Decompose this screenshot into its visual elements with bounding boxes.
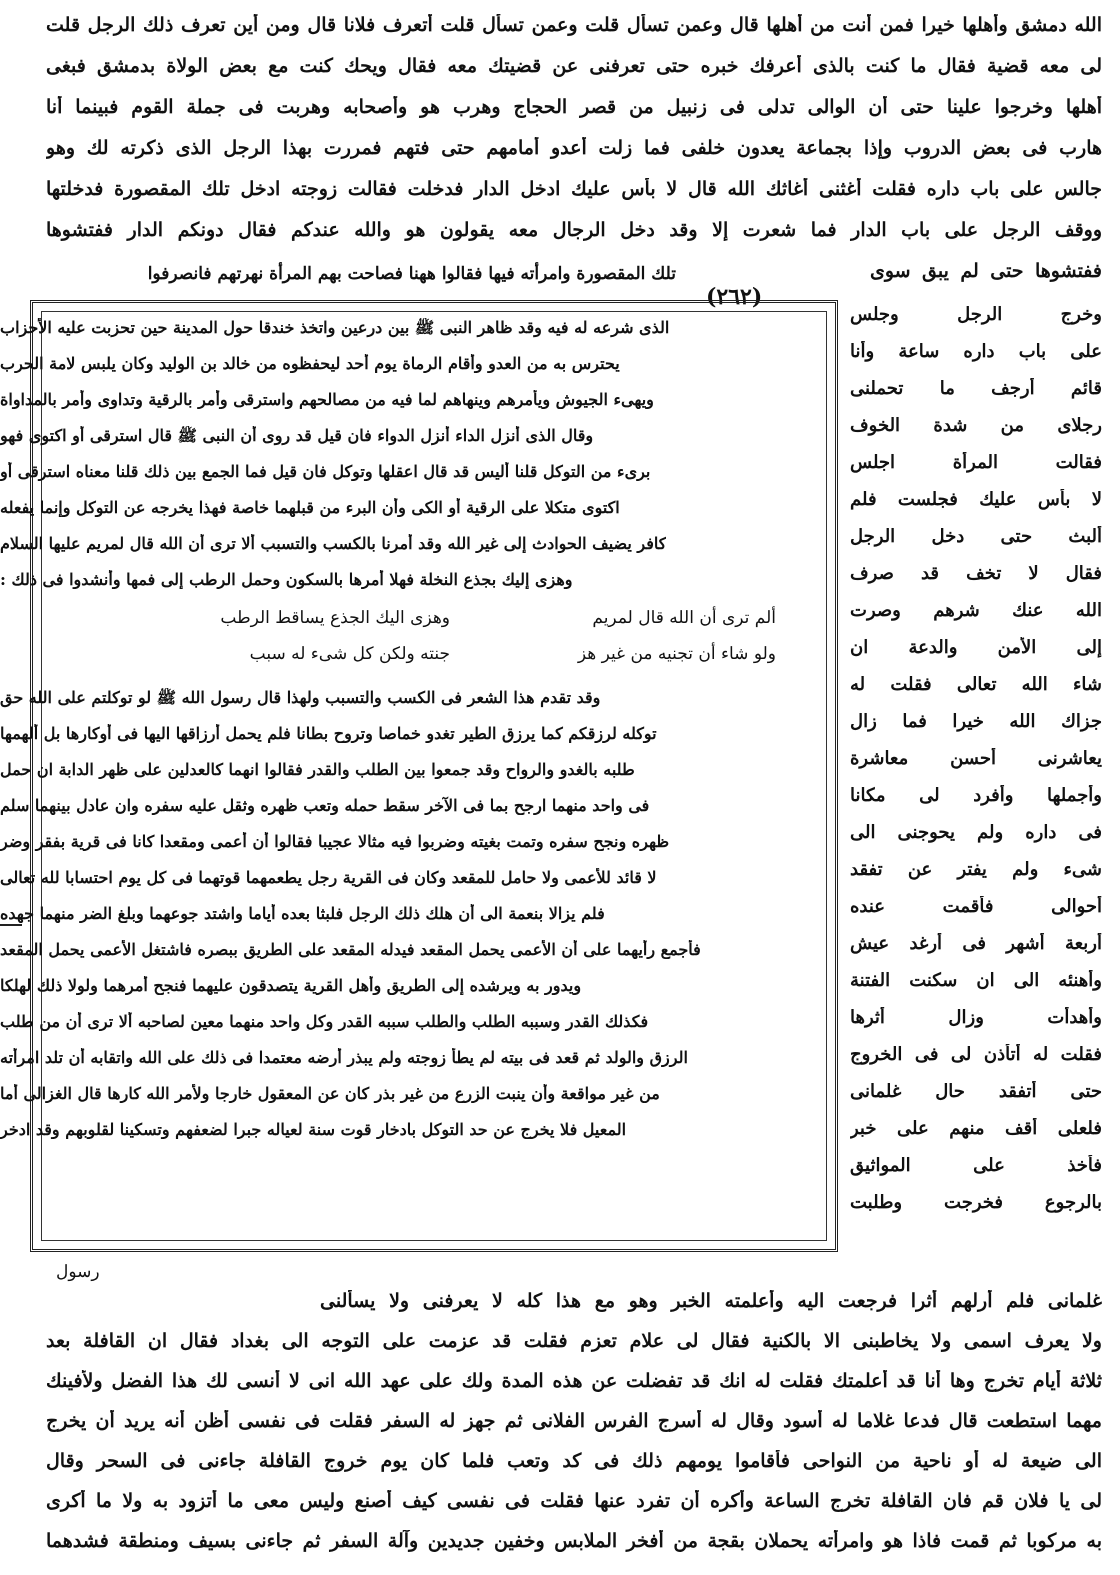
page-number: (٢٦٢)	[706, 284, 763, 310]
side-line: حتى أتفقد حال غلمانى	[850, 1081, 1102, 1102]
text-line: ففتشوها حتى لم يبق سوى	[870, 260, 1102, 282]
side-line: لا بأس عليك فجلست فلم	[850, 489, 1102, 510]
commentary-line: لا قائد للأعمى ولا حامل للمقعد وكان فى القرية رجل يطعمهما قوتهما فى كل يوم احتسابا لله تعالى	[0, 868, 657, 887]
side-line: ألبث حتى دخل الرجل	[850, 526, 1102, 547]
side-line: شىء ولم يفتر عن تفقد	[850, 859, 1102, 880]
side-line: فى داره ولم يحوجنى الى	[850, 822, 1102, 843]
text-line-tail: تلك المقصورة وامرأته فيها فقالوا ههنا فصاحت بهم المرأة نهرتهم فانصرفوا	[147, 264, 676, 284]
text-line: الى ضيعة له أو ناحية من النواحى فأقاموا يومهم ذلك فى كد وتعب فلما كان يوم خروج القافلة جاءنى فى السحر وقال	[46, 1450, 1102, 1472]
commentary-line: ويدور به ويرشده إلى الطريق وأهل القرية يتصدقون عليهما فنجح أمرهما ولولا ذلك لهلكا	[0, 976, 582, 995]
side-line: على باب داره ساعة وأنا	[850, 341, 1102, 362]
commentary-line: فلم يزالا بنعمة الى أن هلك ذلك الرجل فلبثا بعده أياما واشتد جوعهما وبلغ الضر منهما جهده	[0, 904, 605, 923]
side-line: شاء الله تعالى فقلت له	[850, 674, 1102, 695]
side-line: وأهدأت وزال أثرها	[850, 1007, 1102, 1028]
side-line: جزاك الله خيرا فما زال	[850, 711, 1102, 732]
commentary-line: فكذلك القدر وسببه الطلب والطلب سببه القدر وكل واحد منهما معين لصاحبه ألا ترى أن من طلب	[0, 1012, 649, 1031]
side-line: فقالت المرأة اجلس	[850, 452, 1102, 473]
text-line: به مركوبا ثم قمت فاذا هو وامرأته يحملان بقجة من أفخر الملابس وخفين جديدين وآلة السفر ثم جاءنى بسيف ومنطقة فشدهما	[46, 1530, 1102, 1552]
commentary-line: وهزى إليك بجذع النخلة فهلا أمرها بالسكون وحمل الرطب إلى فمها وأنشدوا فى ذلك :	[0, 570, 573, 589]
commentary-line: المعيل فلا يخرج عن حد التوكل بادخار قوت سنة لعياله جبرا لضعفهم وتسكينا لقلوبهم وقد ادخر	[0, 1120, 627, 1139]
catchword: رسول	[56, 1262, 100, 1282]
commentary-line: من غير مواقعة وأن ينبت الزرع من غير بذر كان عن المعقول خارجا ولأمر الله كارها قال الغزالى أما	[0, 1084, 660, 1103]
text-line: ووقف الرجل على باب الدار فما شعرت إلا وقد دخل الرجال معه يقولون هو والله عندكم فقال دونكم الدار ففتشوها	[46, 219, 1102, 241]
text-line: مهما استطعت قال فدعا غلاما له أسود وقال له أسرج الفرس الفلانى ثم جهز له السفر فقلت فى نفسى أظن أنه يريد أن يخرج	[46, 1410, 1102, 1432]
side-line: فقلت له أتأذن لى فى الخروج	[850, 1044, 1102, 1065]
commentary-line: الرزق والولد ثم قعد فى بيته لم يطأ زوجته ولم يبذر أرضه معتمدا فى ذلك على الله واتقابه أن تلد امرأته	[0, 1048, 688, 1067]
commentary-line: كافر يضيف الحوادث إلى غير الله وقد أمرنا بالكسب والتسبب ألا ترى أن الله قال لمريم عليها السلام	[0, 534, 667, 553]
verse-hemistich: وهزى اليك الجذع يساقط الرطب	[220, 608, 450, 628]
side-line: فأخذ على المواثيق	[850, 1155, 1102, 1176]
verse-hemistich: ألم ترى أن الله قال لمريم	[592, 608, 776, 628]
commentary-line: فأجمع رأيهما على أن الأعمى يحمل المقعد فيدله المقعد على الطريق ببصره فاشتغل الأعمى يحمل المقعد	[0, 940, 701, 959]
side-line: أربعة أشهر فى أرغد عيش	[850, 933, 1102, 954]
text-line: جالس على باب داره فقلت أغثنى أغاثك الله قال لا بأس عليك ادخل الدار فدخلت فقالت زوجته ادخل تلك المقصورة فدخلتها	[46, 178, 1102, 200]
commentary-line: توكله لرزقكم كما يرزق الطير تغدو خماصا وتروح بطانا فلم يحمل أرزاقها اليها فى أوكارها بل ألهمها	[0, 724, 657, 743]
side-line: بالرجوع فخرجت وطلبت	[850, 1192, 1102, 1213]
commentary-line: يحترس به من العدو وأقام الرماة يوم أحد ليحفظوه من خالد بن الوليد وكان يلبس لامة الحرب	[0, 354, 620, 373]
commentary-line: وقد تقدم هذا الشعر فى الكسب والتسبب ولهذا قال رسول الله ﷺ لو توكلتم على الله حق	[0, 688, 601, 707]
commentary-line: الذى شرعه له فيه وقد ظاهر النبى ﷺ بين درعين واتخذ خندقا حول المدينة حين تحزبت عليه الأحزاب	[0, 318, 670, 337]
side-line: يعاشرنى أحسن معاشرة	[850, 748, 1102, 769]
commentary-line: طلبه بالغدو والرواح وقد جمعوا بين الطلب والقدر فقالوا انهما كالعدلين على ظهر الدابة ان حمل	[0, 760, 635, 779]
text-line: هارب فى بعض الدروب وإذا بجماعة يعدون خلفى فما زلت أعدو أمامهم حتى فتهم فمررت بهذا الرجل الذى ذكرته لك وهو	[46, 137, 1102, 159]
commentary-line: فى واحد منهما ارجح بما فى الآخر سقط حمله وتعب ظهره وثقل عليه سفره وان عادل بينهما سلم	[0, 796, 650, 815]
text-line: لى يا فلان قم فان القافلة تخرج الساعة وأكره أن تفرد عنها فقلت فى نفسى كيف أصنع وليس معى ما أتزود به ولا ما أكرى	[46, 1490, 1102, 1512]
text-line: غلمانى فلم أرلهم أثرا فرجعت اليه وأعلمته الخبر وهو مع هذا كله لا يعرفنى ولا يسألنى	[320, 1290, 1102, 1312]
side-line: فقال لا تخف قد صرف	[850, 563, 1102, 584]
text-line: أهلها وخرجوا علينا حتى أن الوالى تدلى فى زنبيل من قصر الحجاج وهرب هو وأصحابه وهربت فى جملة القوم فبينما أنا	[46, 96, 1102, 118]
margin-mark	[0, 924, 22, 926]
commentary-line: برىء من التوكل قلنا أليس قد قال اعقلها وتوكل فان قيل فما الجمع بين ذلك قلنا معناه استرقى أو	[0, 462, 651, 481]
side-line: الله عنك شرهم وصرت	[850, 600, 1102, 621]
side-line: وأهنئه الى ان سكنت الفتنة	[850, 970, 1102, 991]
commentary-line: ويهىء الجيوش ويأمرهم وينهاهم لما فيه من مصالحهم واسترقى وأمر بالرقية وتداوى وأمر بالمداواة	[0, 390, 654, 409]
commentary-line: وقال الذى أنزل الداء أنزل الدواء فان قيل قد روى أن النبى ﷺ قال استرقى أو اكتوى فهو	[0, 426, 594, 445]
text-line: الله دمشق وأهلها خيرا فمن أنت من أهلها قال وعمن تسأل قلت وعمن تسأل قلت أتعرف فلانا قال ومن أين تعرف ذلك الرجل قلت	[46, 14, 1102, 36]
side-line: إلى الأمن والدعة ان	[850, 637, 1102, 658]
text-line: ولا يعرف اسمى ولا يخاطبنى الا بالكنية فقال لى علام تعزم فقلت قد عزمت على التوجه الى بغداد فقال ان القافلة بعد	[46, 1330, 1102, 1352]
side-line: وخرج الرجل وجلس	[850, 304, 1102, 325]
side-line: رجلاى من شدة الخوف	[850, 415, 1102, 436]
verse-hemistich: جنته ولكن كل شىء له سبب	[249, 644, 450, 664]
text-line: لى معه قضية فقال ما كنت بالذى أعرفك خبره حتى تعرفنى عن قضيتك معه فقال ويحك كنت مع بعض الولاة بدمشق فبغى	[46, 55, 1102, 77]
side-line: فلعلى أقف منهم على خبر	[850, 1118, 1102, 1139]
commentary-line: ظهره ونجح سفره وتمت بغيته وضربوا فيه مثالا عجيبا فقالوا أن أعمى ومقعدا كانا فى قرية بفقر وضر	[0, 832, 670, 851]
verse-hemistich: ولو شاء أن تجنيه من غير هز	[577, 644, 776, 664]
side-line: قائم أرجف ما تحملنى	[850, 378, 1102, 399]
side-line: أحوالى فأقمت عنده	[850, 896, 1102, 917]
text-line: ثلاثة أيام تخرج وها أنا قد أعلمتك فقلت له انك قد تفضلت عن هذه المدة ولك على عهد الله انى لا أنسى لك هذا الفضل ولأفينك	[46, 1370, 1102, 1392]
side-line: وأجملها وأفرد لى مكانا	[850, 785, 1102, 806]
commentary-line: اكتوى متكلا على الرقية أو الكى وأن البرء من قبلهما خاصة فهذا يخرجه عن التوكل وإنما يفعله	[0, 498, 620, 517]
